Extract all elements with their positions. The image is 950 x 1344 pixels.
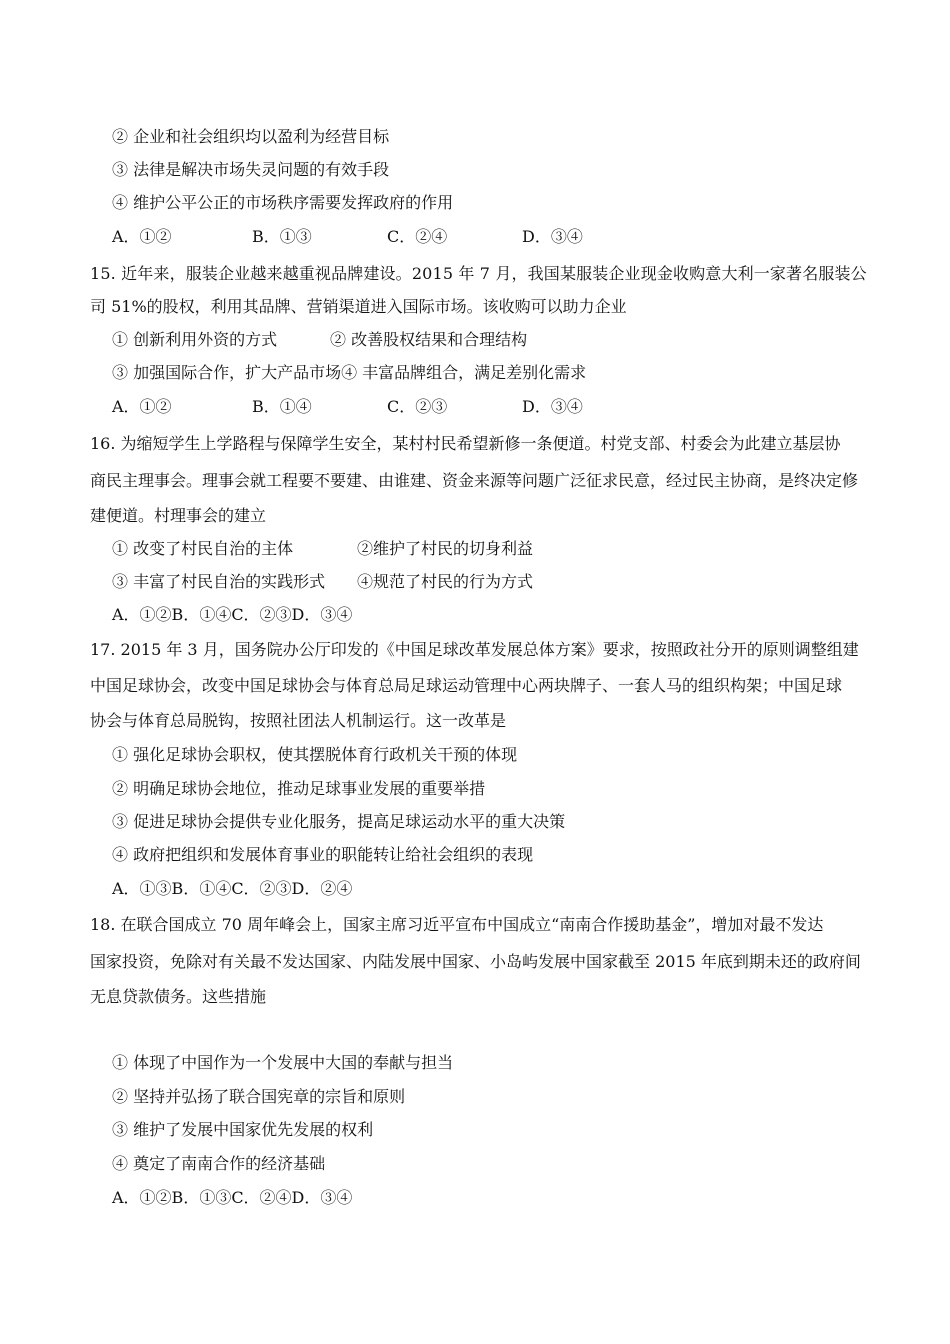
q15-option-2: ② 改善股权结果和合理结构 xyxy=(330,330,528,349)
q15-stem-line-1: 15. 近年来，服装企业越来越重视品牌建设。2015 年 7 月，我国某服装企业现金收购意大利一家著名服装公 xyxy=(90,264,867,283)
q16-option-2: ②维护了村民的切身利益 xyxy=(357,539,534,558)
answer-d: D．③④ xyxy=(522,227,583,246)
q17-option-3: ③ 促进足球协会提供专业化服务，提高足球运动水平的重大决策 xyxy=(112,812,566,831)
q15-stem-line-2: 司 51%的股权，利用其品牌、营销渠道进入国际市场。该收购可以助力企业 xyxy=(90,297,627,316)
q18-option-4: ④ 奠定了南南合作的经济基础 xyxy=(112,1154,326,1173)
prev-option-3: ③ 法律是解决市场失灵问题的有效手段 xyxy=(112,160,390,179)
q16-stem-line-3: 建便道。村理事会的建立 xyxy=(90,506,267,525)
prev-option-4: ④ 维护公平公正的市场秩序需要发挥政府的作用 xyxy=(112,193,454,212)
q17-answers: A．①③B．①④C．②③D．②④ xyxy=(112,879,353,898)
answer-a: A．①② xyxy=(112,227,172,246)
q15-option-4: ④ 丰富品牌组合，满足差别化需求 xyxy=(341,363,587,382)
q16-stem-line-2: 商民主理事会。理事会就工程要不要建、由谁建、资金来源等问题广泛征求民意，经过民主协商，是终决定修 xyxy=(90,471,859,490)
q17-stem-line-3: 协会与体育总局脱钩，按照社团法人机制运行。这一改革是 xyxy=(90,711,507,730)
answer-d: D．③④ xyxy=(522,397,583,416)
q16-option-4: ④规范了村民的行为方式 xyxy=(357,572,534,591)
q17-option-1: ① 强化足球协会职权，使其摆脱体育行政机关干预的体现 xyxy=(112,745,518,764)
q16-option-1: ① 改变了村民自治的主体 xyxy=(112,539,294,558)
answer-a: A．①② xyxy=(112,397,172,416)
q15-option-1: ① 创新利用外资的方式 xyxy=(112,330,278,349)
answer-c: C．②③ xyxy=(387,397,448,416)
q18-stem-line-1: 18. 在联合国成立 70 周年峰会上，国家主席习近平宣布中国成立“南南合作援助基金”，增加对最不发达 xyxy=(90,915,824,934)
q16-option-3: ③ 丰富了村民自治的实践形式 xyxy=(112,572,326,591)
q17-option-2: ② 明确足球协会地位，推动足球事业发展的重要举措 xyxy=(112,779,486,798)
q18-answers: A．①②B．①③C．②④D．③④ xyxy=(112,1188,353,1207)
answer-b: B．①③ xyxy=(252,227,312,246)
q16-answers: A．①②B．①④C．②③D．③④ xyxy=(112,605,353,624)
q17-stem-line-2: 中国足球协会，改变中国足球协会与体育总局足球运动管理中心两块牌子、一套人马的组织构架；中国足球 xyxy=(90,676,843,695)
q17-option-4: ④ 政府把组织和发展体育事业的职能转让给社会组织的表现 xyxy=(112,845,534,864)
q18-stem-line-3: 无息贷款债务。这些措施 xyxy=(90,987,267,1006)
prev-option-2: ② 企业和社会组织均以盈利为经营目标 xyxy=(112,127,390,146)
q15-option-3: ③ 加强国际合作，扩大产品市场 xyxy=(112,363,342,382)
answer-c: C．②④ xyxy=(387,227,448,246)
q15-options-row-2 xyxy=(112,363,586,383)
answer-b: B．①④ xyxy=(252,397,312,416)
q18-option-1: ① 体现了中国作为一个发展中大国的奉献与担当 xyxy=(112,1053,454,1072)
q18-option-3: ③ 维护了发展中国家优先发展的权利 xyxy=(112,1120,374,1139)
q18-option-2: ② 坚持并弘扬了联合国宪章的宗旨和原则 xyxy=(112,1087,406,1106)
q16-stem-line-1: 16. 为缩短学生上学路程与保障学生安全，某村村民希望新修一条便道。村党支部、村委会为此建立基层协 xyxy=(90,434,841,453)
q17-stem-line-1: 17. 2015 年 3 月，国务院办公厅印发的《中国足球改革发展总体方案》要求，按照政社分开的原则调整组建 xyxy=(90,640,859,659)
q18-stem-line-2: 国家投资，免除对有关最不发达国家、内陆发展中国家、小岛屿发展中国家截至 2015 年底到期未还的政府间 xyxy=(90,952,861,971)
